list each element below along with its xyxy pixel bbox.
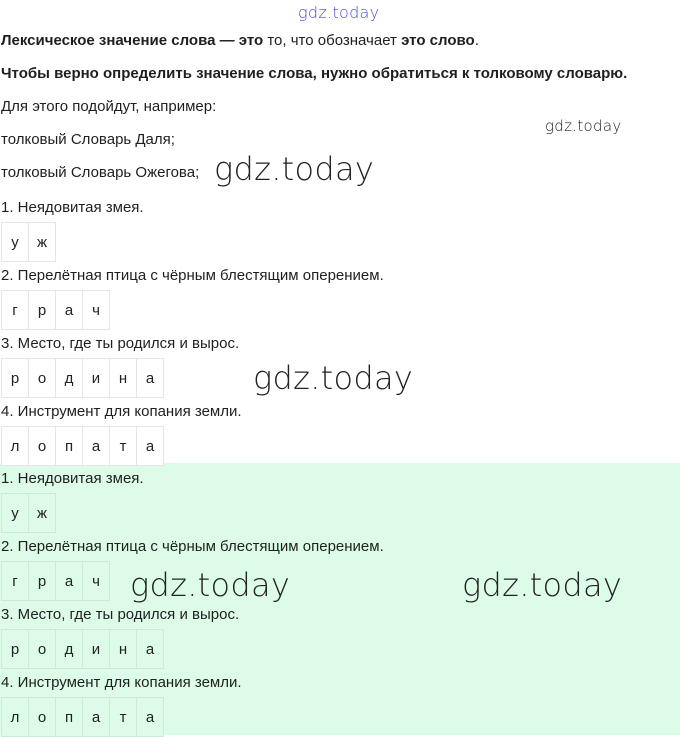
watermark: gdz.today xyxy=(545,117,622,135)
answer-cell: о xyxy=(28,629,56,669)
answer-question-4: 4. Инструмент для копания земли. xyxy=(1,674,242,691)
task-question-3: 3. Место, где ты родился и вырос. xyxy=(1,335,240,352)
answer-cell: а xyxy=(136,629,164,669)
watermark: gdz.today xyxy=(214,150,375,188)
answer-cell: а xyxy=(55,561,83,601)
answer-cell: д xyxy=(55,629,83,669)
task-question-4: 4. Инструмент для копания земли. xyxy=(1,403,242,420)
definition-text: то, что обозначает xyxy=(263,32,402,49)
answer-cell: а xyxy=(136,697,164,737)
watermark: gdz.today xyxy=(253,359,414,397)
letter-cell: о xyxy=(28,426,56,466)
answer-cell: о xyxy=(28,697,56,737)
answer-cell: а xyxy=(82,697,110,737)
example-intro: Для этого подойдут, например: xyxy=(1,98,217,115)
letter-cell: л xyxy=(1,426,29,466)
definition-term: Лексическое значение слова — это xyxy=(1,32,264,49)
answer-cell: т xyxy=(109,697,137,737)
answer-grid-1 xyxy=(1,493,55,533)
answer-cell: г xyxy=(1,561,29,601)
answer-cell: р xyxy=(28,561,56,601)
answer-cell: и xyxy=(82,629,110,669)
letter-grid-2 xyxy=(1,290,109,330)
answer-question-3: 3. Место, где ты родился и вырос. xyxy=(1,606,240,623)
letter-cell: о xyxy=(28,358,56,398)
letter-cell: а xyxy=(136,426,164,466)
letter-cell: т xyxy=(109,426,137,466)
letter-grid-4 xyxy=(1,426,163,466)
letter-cell: п xyxy=(55,426,83,466)
answer-grid-2 xyxy=(1,561,109,601)
answer-cell: у xyxy=(1,493,29,533)
letter-cell: ж xyxy=(28,222,56,262)
answer-question-2: 2. Перелётная птица с чёрным блестящим оперением. xyxy=(1,538,384,555)
watermark-header: gdz.today xyxy=(298,3,380,22)
answer-question-1: 1. Неядовитая змея. xyxy=(1,470,144,487)
letter-cell: и xyxy=(82,358,110,398)
answer-cell: р xyxy=(1,629,29,669)
letter-cell: у xyxy=(1,222,29,262)
answer-cell: л xyxy=(1,697,29,737)
definition-object: это слово xyxy=(401,32,475,49)
letter-cell: р xyxy=(1,358,29,398)
answer-grid-3 xyxy=(1,629,163,669)
letter-cell: д xyxy=(55,358,83,398)
definition-period: . xyxy=(474,32,479,49)
letter-cell: ч xyxy=(82,290,110,330)
letter-cell: а xyxy=(55,290,83,330)
dictionary-ozhegov: толковый Словарь Ожегова; xyxy=(1,164,200,181)
answer-cell: ж xyxy=(28,493,56,533)
watermark: gdz.today xyxy=(130,566,291,604)
answer-cell: н xyxy=(109,629,137,669)
letter-cell: р xyxy=(28,290,56,330)
letter-grid-1 xyxy=(1,222,55,262)
letter-cell: н xyxy=(109,358,137,398)
answer-grid-4 xyxy=(1,697,163,737)
task-question-1: 1. Неядовитая змея. xyxy=(1,199,144,216)
letter-grid-3 xyxy=(1,358,163,398)
answer-cell: п xyxy=(55,697,83,737)
letter-cell: а xyxy=(136,358,164,398)
watermark: gdz.today xyxy=(462,566,623,604)
dictionary-advice: Чтобы верно определить значение слова, нужно обратиться к толковому словарю. xyxy=(1,65,628,82)
task-question-2: 2. Перелётная птица с чёрным блестящим оперением. xyxy=(1,267,384,284)
letter-cell: г xyxy=(1,290,29,330)
dictionary-dal: толковый Словарь Даля; xyxy=(1,131,175,148)
definition-paragraph xyxy=(1,31,479,51)
answer-cell: ч xyxy=(82,561,110,601)
letter-cell: а xyxy=(82,426,110,466)
